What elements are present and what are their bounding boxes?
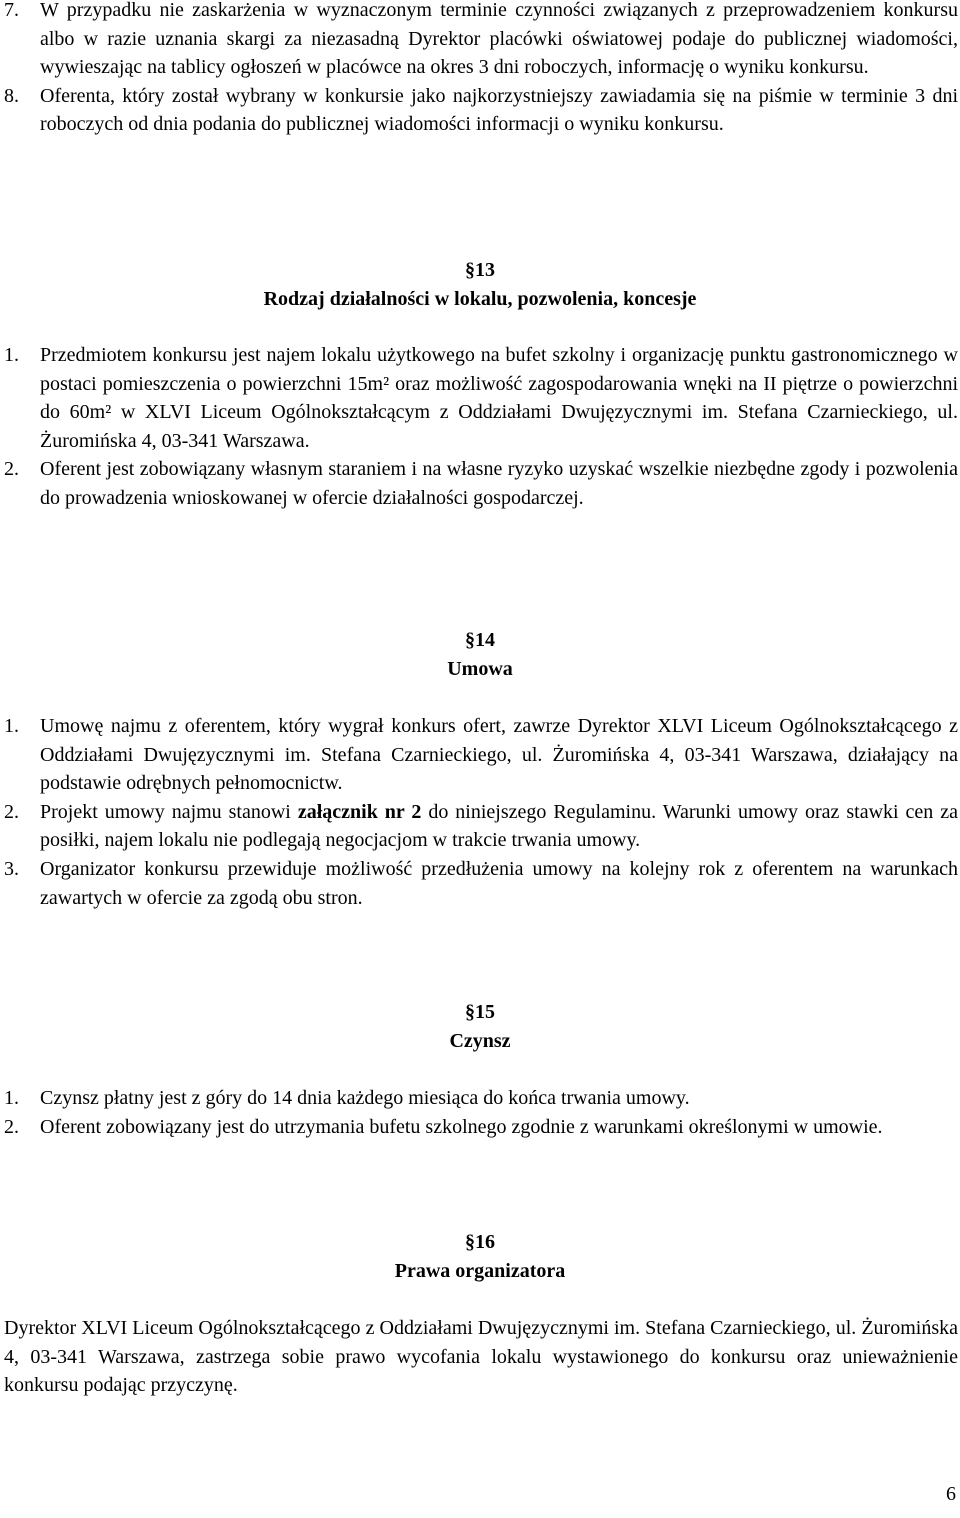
- section-14-heading: [0, 626, 960, 683]
- list-item: [4, 82, 958, 139]
- list-item: [4, 1113, 958, 1142]
- item-text: Oferenta, który został wybrany w konkursie jako najkorzystniejszy zawiadamia się na piśmie w terminie 3 dni roboczych od dnia podania do publicznej wiadomości informacji o wyniku konkursu.: [40, 84, 958, 136]
- item-number: 2.: [4, 458, 19, 481]
- section-15-list: [4, 1084, 958, 1141]
- item-number: 8.: [4, 84, 19, 107]
- section-15-heading: [0, 998, 960, 1055]
- paragraph: Dyrektor XLVI Liceum Ogólnokształcącego z Oddziałami Dwujęzycznymi im. Stefana Czarnieckiego, ul. Żuromińska 4, 03-341 Warszawa, zastrzega sobie prawo wycofania lokalu wystawionego do konkursu oraz unieważnienie konkursu podając przyczynę.: [4, 1317, 958, 1397]
- section-number: §16: [465, 1231, 495, 1253]
- section-14-list: [4, 712, 958, 912]
- list-item: [4, 455, 958, 512]
- item-text: Czynsz płatny jest z góry do 14 dnia każdego miesiąca do końca trwania umowy.: [40, 1087, 690, 1109]
- item-number: 1.: [4, 715, 19, 737]
- section-title: Prawa organizatora: [394, 1259, 566, 1282]
- attachment-reference: załącznik nr 2: [297, 800, 422, 823]
- item-text: Organizator konkursu przewiduje możliwość przedłużenia umowy na kolejny rok z oferentem na warunkach zawartych w ofercie za zgodą obu stron.: [40, 857, 958, 909]
- list-item: [4, 855, 958, 912]
- section-number: §15: [465, 1001, 495, 1023]
- item-text: Oferent zobowiązany jest do utrzymania bufetu szkolnego zgodnie z warunkami określonymi w umowie.: [40, 1115, 883, 1138]
- list-item: [4, 712, 958, 798]
- section-13-heading: [0, 256, 960, 313]
- list-item: [4, 0, 958, 82]
- page-number: 6: [946, 1483, 956, 1505]
- item-text-after: do niniejszego Regulaminu. Warunki umowy oraz stawki cen za posiłki, najem lokalu nie podlegają negocjacjom w trakcie trwania umowy.: [40, 800, 958, 852]
- section-title: Czynsz: [449, 1029, 511, 1052]
- list-item: [4, 798, 958, 855]
- item-text: W przypadku nie zaskarżenia w wyznaczonym terminie czynności związanych z przeprowadzeniem konkursu albo w razie uznania skargi za niezasadną Dyrektor placówki oświatowej podaje do publicznej wiadomości, wywieszając na tablicy ogłoszeń w placówce na okres 3 dni roboczych, informację o wyniku konkursu.: [40, 0, 958, 79]
- section-title: Umowa: [447, 657, 513, 680]
- item-number: 2.: [4, 1115, 19, 1138]
- section-13-list: [4, 341, 958, 513]
- section-number: §14: [465, 629, 495, 651]
- section-number: §13: [465, 259, 495, 281]
- item-text: Umowę najmu z oferentem, który wygrał konkurs ofert, zawrze Dyrektor XLVI Liceum Ogólnokształcącego z Oddziałami Dwujęzycznymi im. Stefana Czarnieckiego, ul. Żuromińska 4, 03-341 Warszawa, działający na podstawie odrębnych pełnomocnictw.: [40, 715, 958, 795]
- section-16-body: [4, 1314, 958, 1400]
- list-item: [4, 1084, 958, 1113]
- item-text-before: Projekt umowy najmu stanowi: [40, 800, 298, 823]
- item-text: Oferent jest zobowiązany własnym staraniem i na własne ryzyko uzyskać wszelkie niezbędne zgody i pozwolenia do prowadzenia wnioskowanej w ofercie działalności gospodarczej.: [40, 458, 958, 509]
- list-item: [4, 341, 958, 455]
- item-number: 7.: [4, 0, 19, 21]
- section-16-heading: [0, 1228, 960, 1285]
- item-text: Przedmiotem konkursu jest najem lokalu użytkowego na bufet szkolny i organizację punktu gastronomicznego w postaci pomieszczenia o powierzchni 15m² oraz możliwość zagospodarowania wnęki na II piętrze o powierzchni do 60m² w XLVI Liceum Ogólnokształcącym z Oddziałami Dwujęzycznymi im. Stefana Czarnieckiego, ul. Żuromińska 4, 03-341 Warszawa.: [40, 344, 958, 452]
- intro-list: [4, 0, 958, 139]
- item-number: 3.: [4, 857, 19, 880]
- item-number: 1.: [4, 1087, 19, 1109]
- item-number: 1.: [4, 344, 19, 366]
- item-number: 2.: [4, 800, 19, 823]
- section-title: Rodzaj działalności w lokalu, pozwolenia, koncesje: [263, 287, 697, 310]
